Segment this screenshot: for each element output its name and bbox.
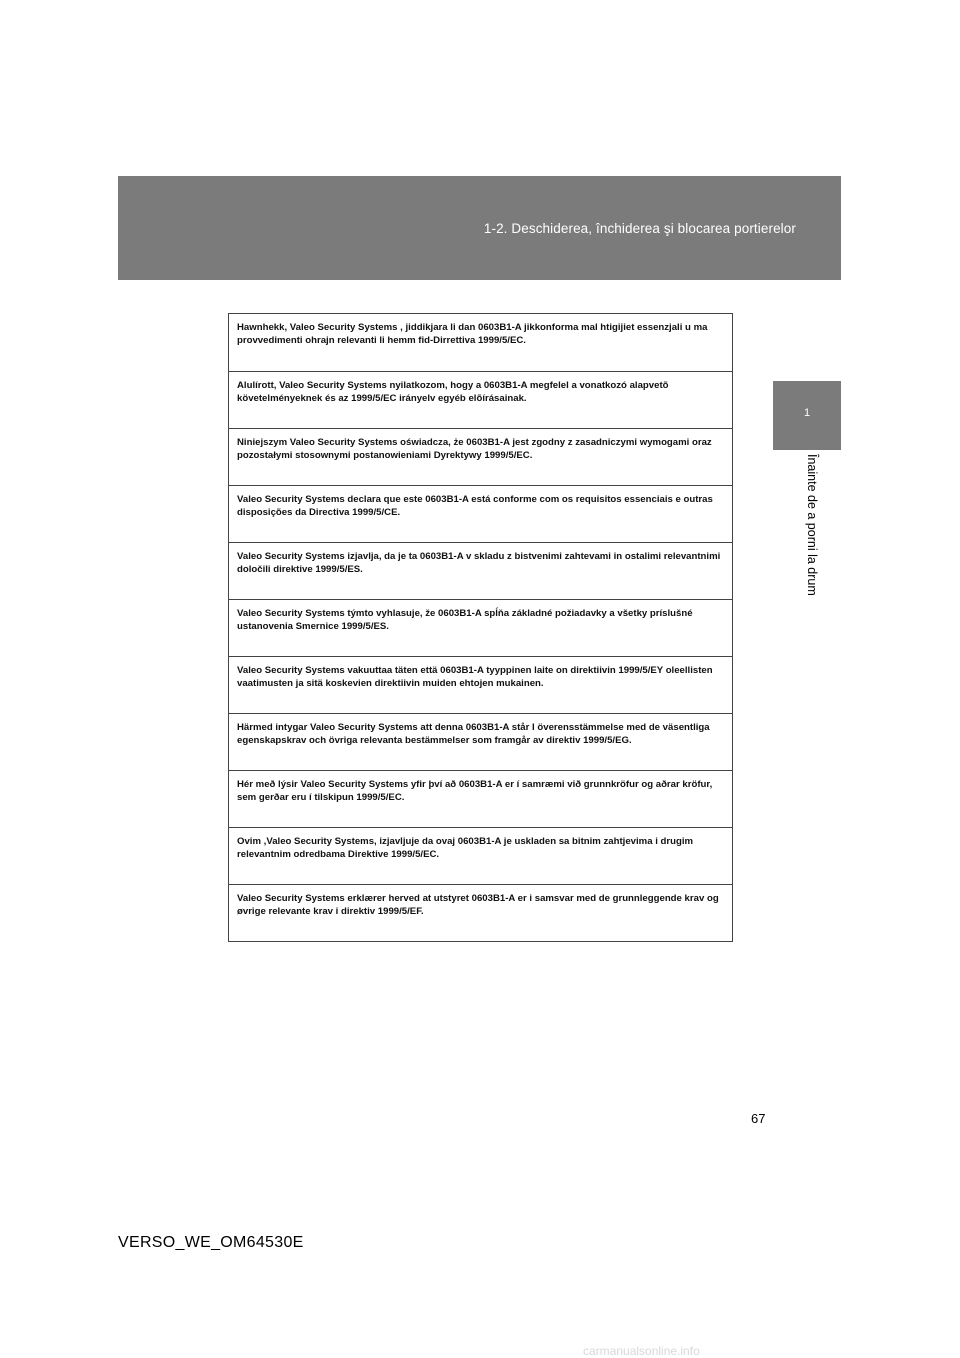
declaration-row-maltese: Hawnhekk, Valeo Security Systems , jiddikjara li dan 0603B1-A jikkonforma mal htigijiet essenzjali u ma provvedimenti ohrajn relevanti li hemm fid-Dirrettiva 1999/5/EC. bbox=[229, 314, 732, 372]
declaration-row-icelandic: Hér með lýsir Valeo Security Systems yfir því að 0603B1-A er í samræmi við grunnkröfur og aðrar kröfur, sem gerðar eru í tilskipun 1999/5/EC. bbox=[229, 771, 732, 828]
section-title: 1-2. Deschiderea, închiderea şi blocarea portierelor bbox=[483, 221, 796, 236]
document-code: VERSO_WE_OM64530E bbox=[118, 1234, 304, 1251]
declaration-row-slovak: Valeo Security Systems týmto vyhlasuje, že 0603B1-A spĺňa základné požiadavky a všetky príslušné ustanovenia Smernice 1999/5/ES. bbox=[229, 600, 732, 657]
chapter-number: 1 bbox=[803, 407, 811, 419]
declaration-row-swedish: Härmed intygar Valeo Security Systems att denna 0603B1-A står I överensstämmelse med de väsentliga egenskapskrav och övriga relevanta bestämmelser som framgår av direktiv 1999/5/EG. bbox=[229, 714, 732, 771]
declaration-row-finnish: Valeo Security Systems vakuuttaa täten että 0603B1-A tyyppinen laite on direktiivin 1999/5/EY oleellisten vaatimusten ja sitä koskevien direktiivin muiden ehtojen mukainen. bbox=[229, 657, 732, 714]
chapter-tab bbox=[773, 381, 841, 450]
declaration-row-norwegian: Valeo Security Systems erklærer herved at utstyret 0603B1-A er i samsvar med de grunnleggende krav og øvrige relevante krav i direktiv 1999/5/EF. bbox=[237, 893, 719, 917]
declaration-row-croatian: Ovim ,Valeo Security Systems, izjavljuje da ovaj 0603B1-A je uskladen sa bitnim zahtjevima i drugim relevantnim odredbama Direktive 1999/5/EC. bbox=[229, 828, 732, 885]
declaration-row-portuguese: Valeo Security Systems declara que este 0603B1-A está conforme com os requisitos essenciais e outras disposições da Directiva 1999/5/CE. bbox=[229, 486, 732, 543]
chapter-label: Înainte de a porni la drum bbox=[805, 454, 819, 596]
header-band bbox=[118, 176, 841, 280]
declaration-row-polish: Niniejszym Valeo Security Systems oświadcza, że 0603B1-A jest zgodny z zasadniczymi wymogami oraz pozostałymi stosownymi postanowieniami Dyrektywy 1999/5/EC. bbox=[229, 429, 732, 486]
page-number: 67 bbox=[751, 1111, 766, 1126]
watermark: carmanualsonline.info bbox=[583, 1344, 700, 1358]
declarations-table bbox=[228, 313, 733, 942]
declaration-row-slovenian: Valeo Security Systems izjavlja, da je ta 0603B1-A v skladu z bistvenimi zahtevami in ostalimi relevantnimi določili direktive 1999/5/ES. bbox=[229, 543, 732, 600]
declaration-row-hungarian: Alulírott, Valeo Security Systems nyilatkozom, hogy a 0603B1-A megfelel a vonatkozó alapvetõ követelményeknek és az 1999/5/EC irányelv egyéb elõírásainak. bbox=[229, 372, 732, 429]
